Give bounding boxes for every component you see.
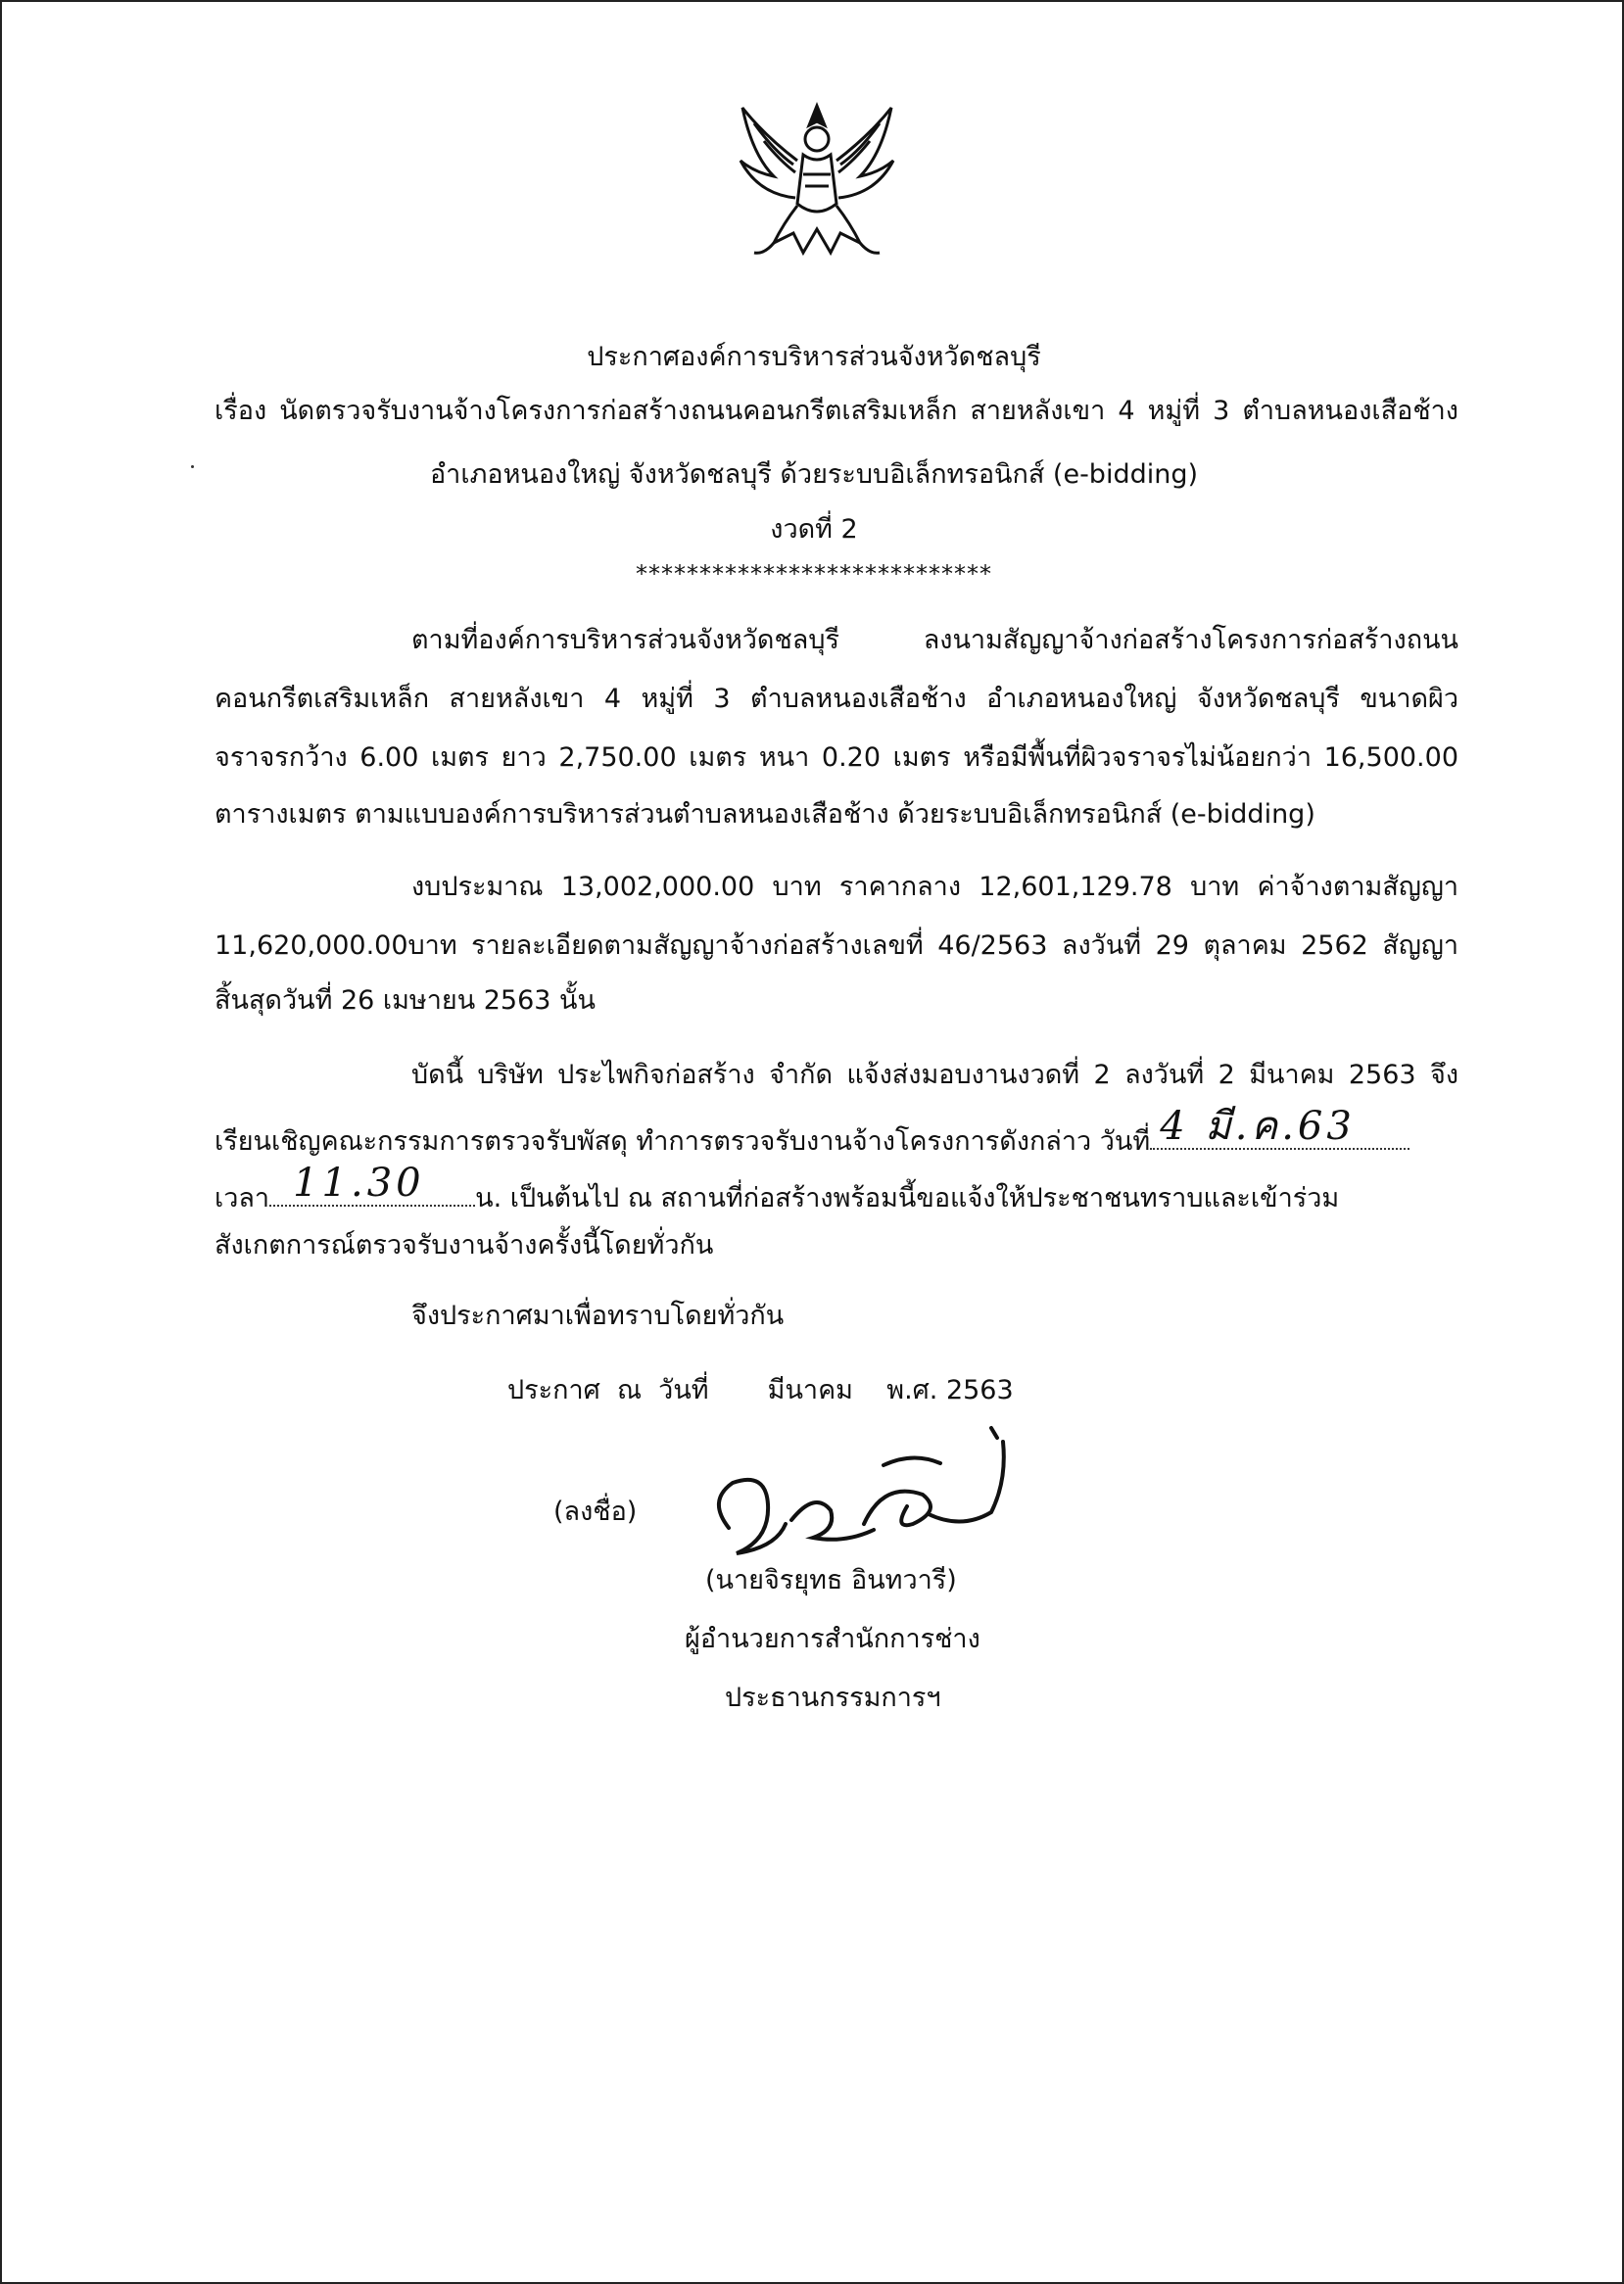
signer-position: ผู้อำนวยการสำนักการช่าง [685,1624,980,1654]
handwritten-signature [697,1422,1021,1569]
signer-name: (นายจิรยุทธ อินทวารี) [705,1565,957,1595]
para1-line2: คอนกรีตเสริมเหล็ก สายหลังเขา 4 หมู่ที่ 3 ตำบลหนองเสือช้าง อำเภอหนองใหญ่ จังหวัดชลบุรี ขนาดผิว [215,684,1458,714]
date-fill-field [1150,1104,1409,1150]
para2-line1: งบประมาณ 13,002,000.00 บาท ราคากลาง 12,601,129.78 บาท ค่าจ้างตามสัญญา [411,872,1458,902]
para3-line2 [215,1104,1409,1162]
subject-line-1: เรื่อง นัดตรวจรับงานจ้างโครงการก่อสร้างถนนคอนกรีตเสริมเหล็ก สายหลังเขา 4 หมู่ที่ 3 ตำบลหนองเสือช้าง [215,396,1458,426]
separator-stars: **************************** [636,560,992,588]
closing-statement: จึงประกาศมาเพื่อทราบโดยทั่วกัน [411,1301,785,1331]
signer-role: ประธานกรรมการฯ [725,1683,941,1713]
installment-label: งวดที่ 2 [770,514,858,545]
time-fill-field [269,1161,475,1207]
para3-line3-prefix: เวลา [215,1183,270,1213]
para1-line1: ตามที่องค์การบริหารส่วนจังหวัดชลบุรี ลงนามสัญญาจ้างก่อสร้างโครงการก่อสร้างถนน [411,625,1458,655]
signature-label: (ลงชื่อ) [553,1497,638,1527]
para1-line4: ตารางเมตร ตามแบบองค์การบริหารส่วนตำบลหนองเสือช้าง ด้วยระบบอิเล็กทรอนิกส์ (e-bidding) [215,799,1315,830]
handwritten-time: 11.30 [293,1161,425,1206]
announcement-date: ประกาศ ณ วันที่ มีนาคม พ.ศ. 2563 [507,1375,1014,1405]
para3-line1: บัดนี้ บริษัท ประไพกิจก่อสร้าง จำกัด แจ้งส่งมอบงานงวดที่ 2 ลงวันที่ 2 มีนาคม 2563 จึง [411,1060,1458,1090]
para1-line3: จราจรกว้าง 6.00 เมตร ยาว 2,750.00 เมตร หนา 0.20 เมตร หรือมีพื้นที่ผิวจราจรไม่น้อยกว่า 16,500.00 [215,742,1458,773]
document-title: ประกาศองค์การบริหารส่วนจังหวัดชลบุรี [587,342,1041,372]
para3-line3-suffix: น. เป็นต้นไป ณ สถานที่ก่อสร้างพร้อมนี้ขอแจ้งให้ประชาชนทราบและเข้าร่วม [475,1183,1340,1213]
para2-line2: 11,620,000.00บาท รายละเอียดตามสัญญาจ้างก่อสร้างเลขที่ 46/2563 ลงวันที่ 29 ตุลาคม 2562 สัญญา [215,930,1458,961]
handwritten-date: 4 มี.ค.63 [1160,1104,1356,1149]
para2-line3: สิ้นสุดวันที่ 26 เมษายน 2563 นั้น [215,985,596,1016]
para3-line4: สังเกตการณ์ตรวจรับงานจ้างครั้งนี้โดยทั่วกัน [215,1230,714,1261]
para3-line2-text: เรียนเชิญคณะกรรมการตรวจรับพัสดุ ทำการตรวจรับงานจ้างโครงการดังกล่าว วันที่ [215,1126,1151,1157]
subject-line-2: อำเภอหนองใหญ่ จังหวัดชลบุรี ด้วยระบบอิเล็กทรอนิกส์ (e-bidding) [429,459,1199,490]
garuda-emblem [735,96,899,268]
para3-line3 [215,1161,1458,1218]
